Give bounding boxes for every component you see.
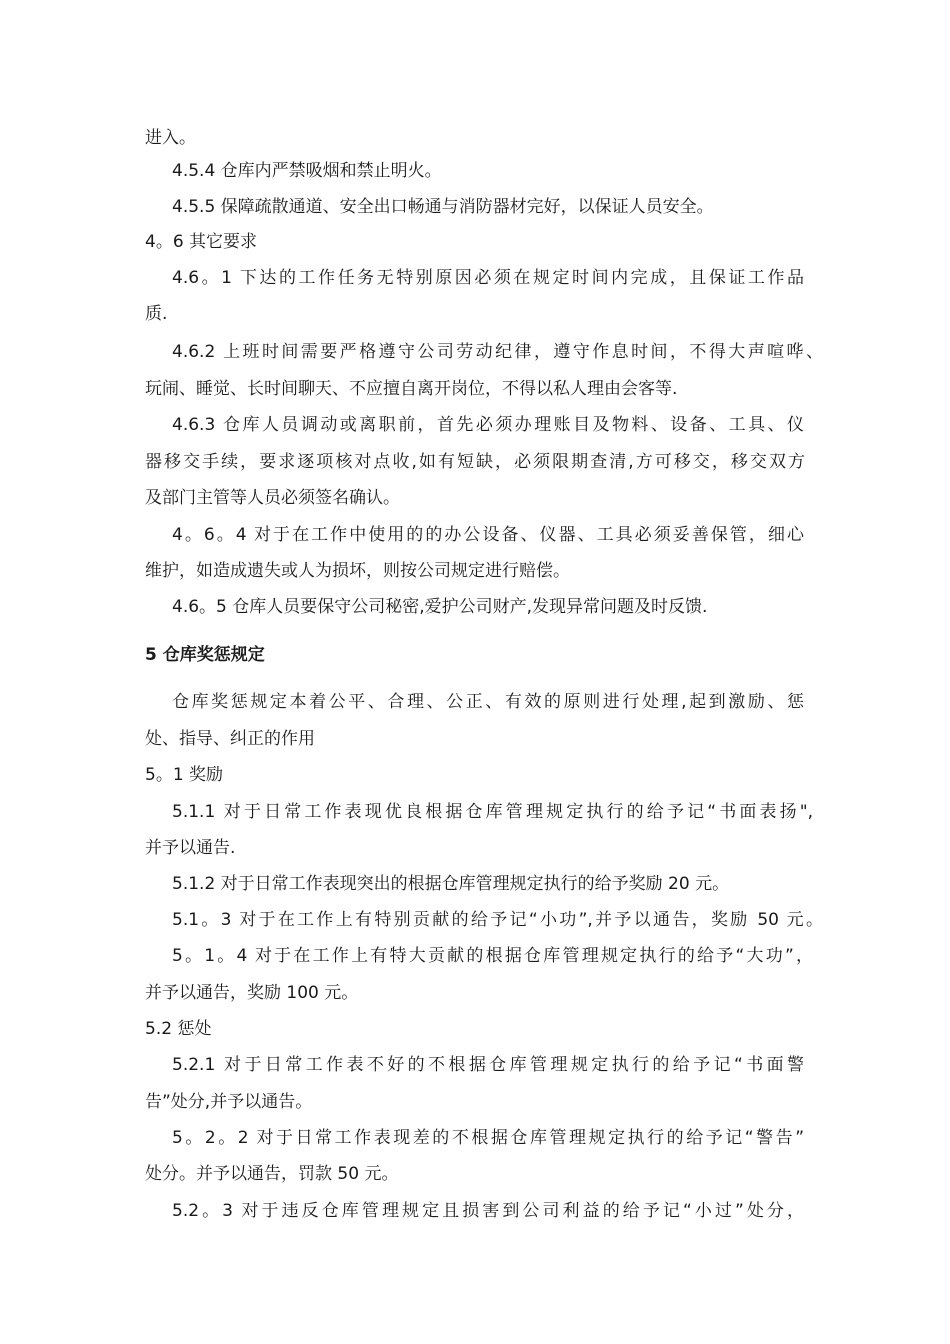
text-line: 处、指导、纠正的作用 [145, 729, 315, 749]
text-line: 并予以通告，奖励 100 元。 [145, 983, 359, 1003]
clause-5-1-3: 5.1。3 对于在工作上有特别贡献的给予记“小功”,并予以通告，奖励 50 元。 [172, 910, 823, 930]
text-line: 并予以通告. [145, 838, 236, 858]
clause-4-5-5: 4.5.5 保障疏散通道、安全出口畅通与消防器材完好，以保证人员安全。 [172, 197, 714, 217]
section-5-heading: 5 仓库奖惩规定 [145, 645, 265, 665]
text-line: 告”处分,并予以通告。 [145, 1092, 313, 1112]
clause-4-6-1: 4.6。1 下达的工作任务无特别原因必须在规定时间内完成，且保证工作品 [172, 268, 804, 288]
text-line: 维护，如造成遗失或人为损坏，则按公司规定进行赔偿。 [145, 561, 570, 581]
clause-5-1-2: 5.1.2 对于日常工作表现突出的根据仓库管理规定执行的给予奖励 20 元。 [172, 874, 730, 894]
section-5-2-heading: 5.2 惩处 [145, 1019, 212, 1039]
section-5-intro: 仓库奖惩规定本着公平、合理、公正、有效的原则进行处理,起到激励、惩 [172, 692, 804, 712]
clause-5-2-3: 5.2。3 对于违反仓库管理规定且损害到公司利益的给予记“小过”处分， [172, 1201, 804, 1221]
clause-4-6-4: 4。6。4 对于在工作中使用的的办公设备、仪器、工具必须妥善保管，细心 [172, 525, 804, 545]
text-line: 进入。 [145, 128, 196, 148]
clause-5-1-4: 5。1。4 对于在工作上有特大贡献的根据仓库管理规定执行的给予“大功”， [172, 946, 813, 966]
clause-4-6-3: 4.6.3 仓库人员调动或离职前，首先必须办理账目及物料、设备、工具、仪 [172, 415, 804, 435]
section-5-1-heading: 5。1 奖励 [145, 765, 224, 785]
clause-5-1-1: 5.1.1 对于日常工作表现优良根据仓库管理规定执行的给予记“书面表扬", [172, 802, 813, 822]
clause-4-6-5: 4.6。5 仓库人员要保守公司秘密,爱护公司财产,发现异常问题及时反馈. [172, 597, 708, 617]
text-line: 处分。并予以通告，罚款 50 元。 [145, 1164, 399, 1184]
clause-5-2-1: 5.2.1 对于日常工作表不好的不根据仓库管理规定执行的给予记“书面警 [172, 1055, 804, 1075]
text-line: 及部门主管等人员必须签名确认。 [145, 488, 400, 508]
section-4-6-heading: 4。6 其它要求 [145, 232, 258, 252]
clause-5-2-2: 5。2。2 对于日常工作表现差的不根据仓库管理规定执行的给予记“警告” [172, 1128, 804, 1148]
clause-4-5-4: 4.5.4 仓库内严禁吸烟和禁止明火。 [172, 161, 442, 181]
text-line: 玩闹、睡觉、长时间聊天、不应擅自离开岗位，不得以私人理由会客等. [145, 379, 678, 399]
text-line: 质. [145, 304, 168, 324]
text-line: 器移交手续，要求逐项核对点收,如有短缺，必须限期查清,方可移交，移交双方 [145, 452, 805, 472]
clause-4-6-2: 4.6.2 上班时间需要严格遵守公司劳动纪律，遵守作息时间，不得大声喧哗、 [172, 342, 823, 362]
